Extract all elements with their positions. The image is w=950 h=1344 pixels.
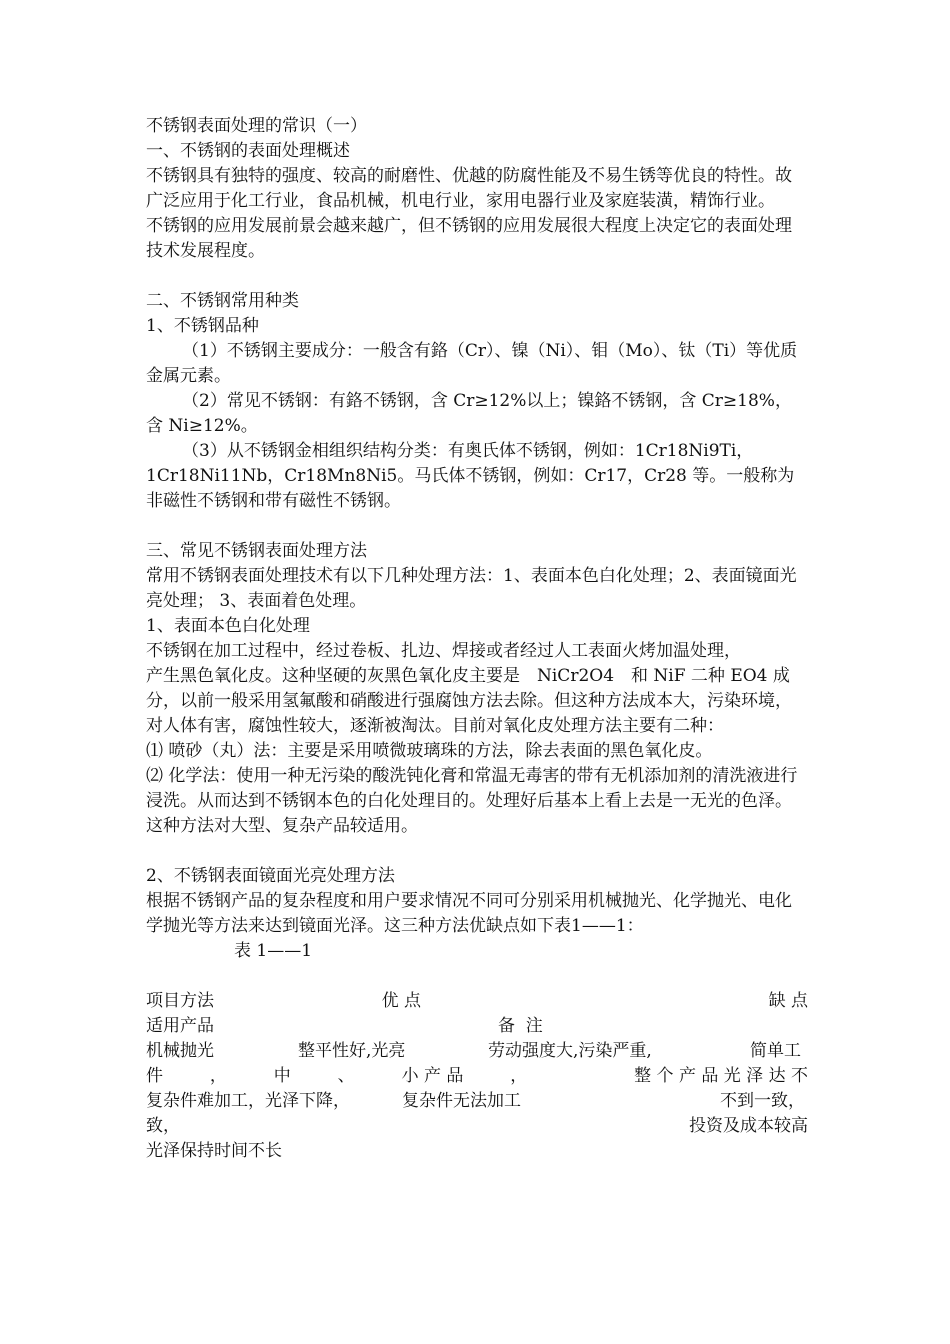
table-caption: 表 1——1 — [234, 941, 313, 961]
table-line-5: 光泽保持时间不长 — [146, 1141, 282, 1161]
table-cell-pros: 整平性好,光亮 — [298, 1041, 406, 1061]
document-page — [146, 114, 808, 1164]
spacer — [146, 839, 808, 864]
table-cell-cons: 劳动强度大,污染严重, — [488, 1041, 652, 1061]
spacer — [146, 514, 808, 539]
table-line-2 — [146, 1064, 808, 1089]
table-header-row-2 — [146, 1014, 808, 1039]
section1-paragraph-1: 不锈钢具有独特的强度、较高的耐磨性、优越的防腐性能及不易生锈等优良的特性。故广泛应用于化工行业，食品机械，机电行业，家用电器行业及家庭装潢，精饰行业。 — [146, 166, 792, 211]
table-cell-use: 简单工 — [750, 1041, 801, 1061]
table-header-note: 备 注 — [498, 1016, 543, 1036]
table-fragment: 复杂件无法加工 — [402, 1091, 521, 1111]
section3-method-1: ⑴ 喷砂（丸）法：主要是采用喷微玻璃珠的方法，除去表面的黑色氧化皮。 — [146, 741, 713, 761]
section3-paragraph-1a: 不锈钢在加工过程中，经过卷板、扎边、焊接或者经过人工表面火烤加温处理， — [146, 641, 741, 661]
table-line-4 — [146, 1114, 808, 1139]
section3-paragraph-1b: 产生黑色氧化皮。这种坚硬的灰黑色氧化皮主要是 NiCr2O4 和 NiF 二种 EO4 成分，以前一般采用氢氟酸和硝酸进行强腐蚀方法去除。但这种方法成本大，污染环境，对人体有害，腐蚀性较大，逐渐被淘汰。目前对氧化皮处理方法主要有二种： — [146, 666, 792, 736]
comparison-table — [146, 989, 808, 1164]
table-header-method: 项目方法 — [146, 991, 214, 1011]
section3-intro: 常用不锈钢表面处理技术有以下几种处理方法：1、表面本色白化处理；2、表面镜面光亮处理； 3、表面着色处理。 — [146, 566, 797, 611]
document-title: 不锈钢表面处理的常识（一） — [146, 116, 367, 136]
section3-heading: 三、常见不锈钢表面处理方法 — [146, 541, 367, 561]
section2-item-1: （1）不锈钢主要成分：一般含有鉻（Cr）、镍（Ni）、钼（Mo）、钛（Ti）等优质金属元素。 — [146, 341, 798, 386]
section3-paragraph-2: 根据不锈钢产品的复杂程度和用户要求情况不同可分别采用机械抛光、化学抛光、电化学抛光等方法来达到镜面光泽。这三种方法优缺点如下表1——1： — [146, 891, 792, 936]
table-header-pros: 优 点 — [381, 991, 421, 1011]
table-fragment: ， — [510, 1066, 528, 1086]
section3-subheading-1: 1、表面本色白化处理 — [146, 616, 310, 636]
table-fragment: 整 个 产 品 光 泽 达 不 — [634, 1066, 808, 1086]
section1-paragraph-2: 不锈钢的应用发展前景会越来越广，但不锈钢的应用发展很大程度上决定它的表面处理技术发展程度。 — [146, 216, 792, 261]
table-header-row — [146, 989, 808, 1014]
table-header-cons: 缺 点 — [768, 991, 808, 1011]
spacer — [146, 964, 808, 989]
section3-subheading-2: 2、不锈钢表面镜面光亮处理方法 — [146, 866, 395, 886]
section2-subheading: 1、不锈钢品种 — [146, 316, 259, 336]
table-fragment: 小 产 品 — [401, 1066, 464, 1086]
table-fragment: 中 — [273, 1066, 291, 1086]
table-line-3 — [146, 1089, 808, 1114]
table-fragment: 投资及成本较高 — [689, 1116, 808, 1136]
section2-item-2: （2）常见不锈钢：有鉻不锈钢，含 Cr≥12%以上；镍鉻不锈钢，含 Cr≥18%，含 Ni≥12%。 — [146, 391, 792, 436]
table-fragment: 、 — [337, 1066, 355, 1086]
spacer — [146, 264, 808, 289]
table-fragment: 致， — [146, 1116, 180, 1136]
table-cell-method: 机械抛光 — [146, 1041, 214, 1061]
section3-method-2: ⑵ 化学法：使用一种无污染的酸洗钝化膏和常温无毒害的带有无机添加剂的清洗液进行浸洗。从而达到不锈钢本色的白化处理目的。处理好后基本上看上去是一无光的色泽。这种方法对大型、复杂产品较适用。 — [146, 766, 798, 836]
section2-item-3: （3）从不锈钢金相组织结构分类：有奥氏体不锈钢，例如：1Cr18Ni9Ti，1Cr18Ni11Nb，Cr18Mn8Ni5。马氏体不锈钢，例如：Cr17，Cr28 等。一般称为非磁性不锈钢和带有磁性不锈钢。 — [146, 441, 795, 511]
table-header-use: 适用产品 — [146, 1016, 214, 1036]
table-fragment: 件 — [146, 1066, 163, 1086]
table-fragment: 复杂件难加工，光泽下降， — [146, 1091, 350, 1111]
table-row-1 — [146, 1039, 808, 1064]
section1-heading: 一、不锈钢的表面处理概述 — [146, 141, 350, 161]
table-fragment: ， — [209, 1066, 227, 1086]
section2-heading: 二、不锈钢常用种类 — [146, 291, 299, 311]
table-fragment: 不到一致， — [720, 1091, 805, 1111]
